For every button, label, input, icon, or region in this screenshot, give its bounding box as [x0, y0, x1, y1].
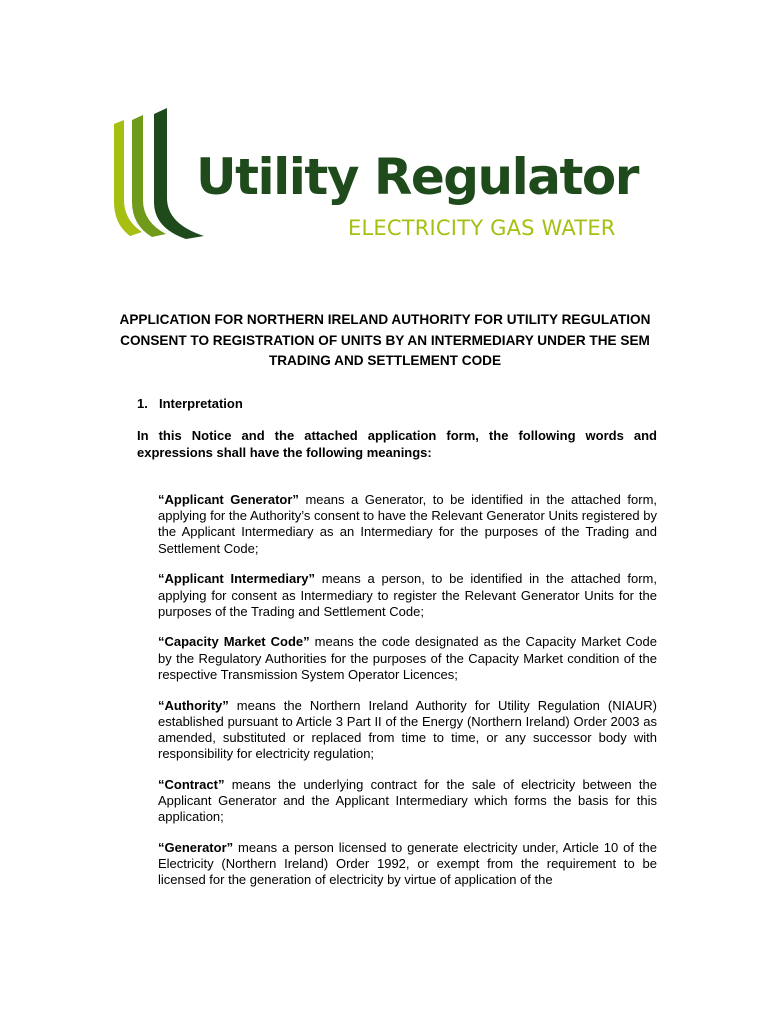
definition-text: means the code designated as the Capacity Market Code by the Regulatory Authorities for the purposes of the Capacity Market condition of the respective Transmission System Operator Licences;: [158, 634, 657, 682]
definition-text: means a person, to be identified in the attached form, applying for consent as Intermediary to register the Relevant Generator Units for the purposes of the Trading and Settlement Code;: [158, 571, 657, 619]
definition-item: [158, 840, 657, 889]
document-title: APPLICATION FOR NORTHERN IRELAND AUTHORITY FOR UTILITY REGULATION CONSENT TO REGISTRATION OF UNITS BY AN INTERMEDIARY UNDER THE SEM TRADING AND SETTLEMENT CODE: [119, 312, 651, 368]
definition-term: “Contract”: [158, 776, 225, 792]
section-number: 1.: [137, 396, 148, 411]
definition-term: “Applicant Generator”: [158, 492, 299, 507]
definition-item: [158, 492, 657, 557]
logo-name: Utility Regulator: [196, 148, 638, 206]
definition-item: [158, 634, 657, 683]
definitions-list: [158, 492, 657, 903]
definition-term: “Authority”: [158, 697, 229, 713]
definition-term: “Capacity Market Code”: [158, 634, 310, 650]
section-heading: [137, 396, 243, 412]
section-intro: In this Notice and the attached application form, the following words and expressions shall have the following meanings:: [137, 428, 657, 460]
definition-item: [158, 777, 657, 826]
section-heading-text: Interpretation: [159, 396, 243, 411]
definition-item: [158, 571, 657, 620]
utility-regulator-logo: [112, 108, 642, 248]
logo-tagline: ELECTRICITY GAS WATER: [348, 216, 616, 240]
definition-text: means the underlying contract for the sale of electricity between the Applicant Generator and the Applicant Intermediary which forms the basis for this application;: [158, 776, 657, 825]
definition-text: means a Generator, to be identified in the attached form, applying for the Authority’s consent to have the Relevant Generator Units registered by the Applicant Intermediary as an Intermediary for the purposes of the Trading and Settlement Code;: [158, 492, 658, 556]
definition-item: [158, 698, 657, 763]
definition-text: means a person licensed to generate electricity under, Article 10 of the Electricity (Northern Ireland) Order 1992, or exempt from the requirement to be licensed for the generation of electricity by virtue of application of the: [158, 839, 657, 888]
definition-term: “Generator”: [158, 839, 234, 855]
definition-text: means the Northern Ireland Authority for Utility Regulation (NIAUR) established pursuant to Article 3 Part II of the Energy (Northern Ireland) Order 2003 as amended, substituted or replaced from time to time, or any successor body with responsibility for electricity regulation;: [158, 697, 657, 762]
definition-term: “Applicant Intermediary”: [158, 571, 315, 587]
